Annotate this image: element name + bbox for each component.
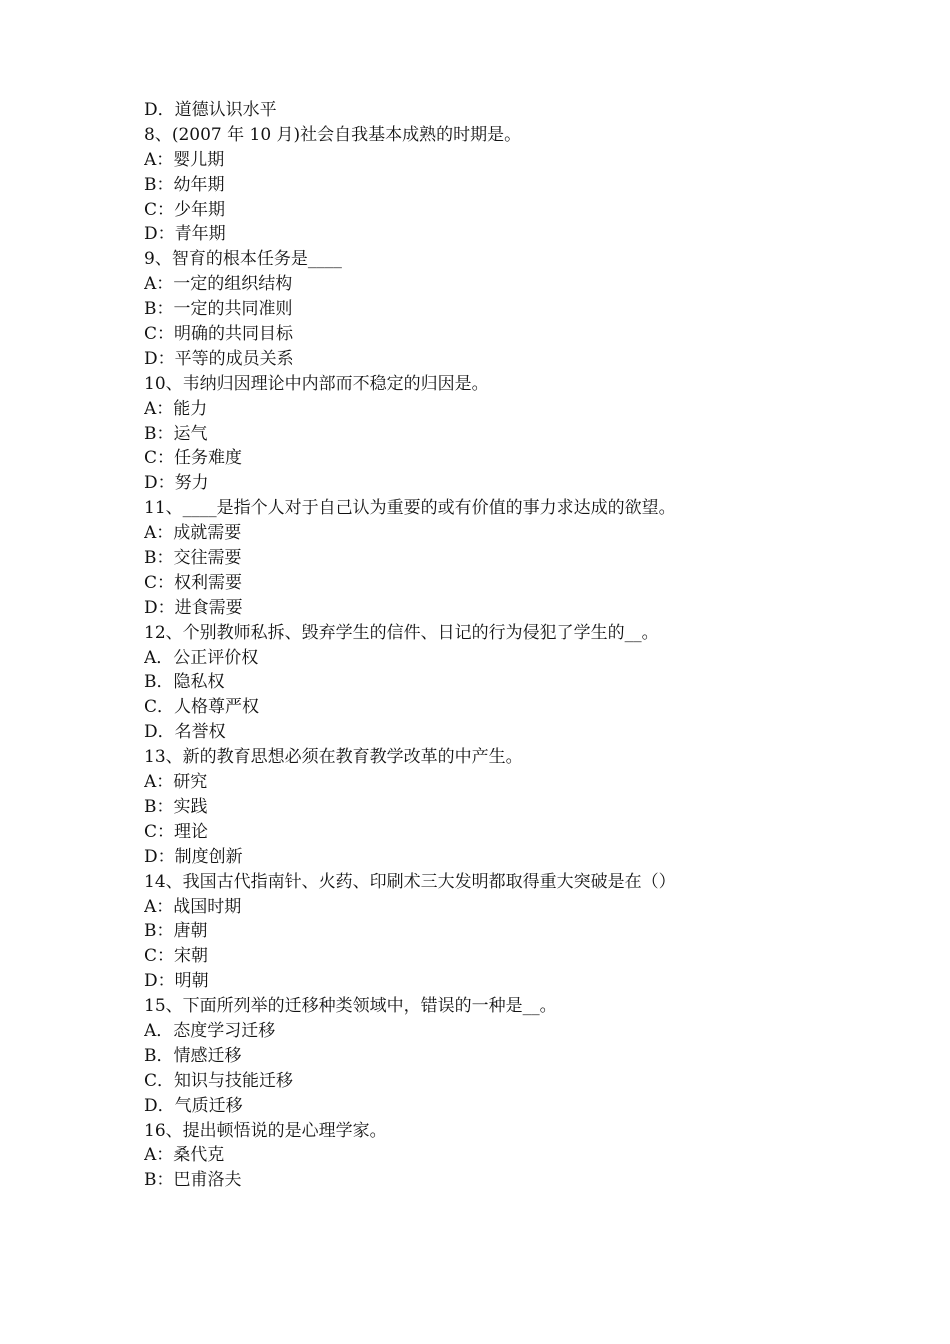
- option-line: D：制度创新: [144, 846, 243, 867]
- option-line: B：幼年期: [144, 174, 225, 195]
- question-line: 14、我国古代指南针、火药、印刷术三大发明都取得重大突破是在（）: [144, 871, 676, 892]
- option-line: C：宋朝: [144, 946, 209, 967]
- option-line: A．态度学习迁移: [144, 1020, 276, 1041]
- question-text-block: [144, 98, 844, 1193]
- question-line: 13、新的教育思想必须在教育教学改革的中产生。: [144, 747, 523, 768]
- option-line: B：实践: [144, 796, 208, 817]
- option-line: A：成就需要: [144, 523, 242, 544]
- option-line: B：交往需要: [144, 548, 242, 569]
- option-line: C．人格尊严权: [144, 697, 260, 718]
- text-line: D．道德认识水平: [144, 100, 277, 120]
- option-line: A：战国时期: [144, 896, 242, 917]
- option-line: B：一定的共同准则: [144, 299, 293, 320]
- question-line: 9、智育的根本任务是____: [144, 249, 342, 270]
- option-line: D：努力: [144, 473, 209, 494]
- option-line: B．情感迁移: [144, 1045, 242, 1066]
- option-line: A．公正评价权: [144, 647, 259, 668]
- option-line: C：理论: [144, 821, 209, 842]
- option-line: B：唐朝: [144, 921, 208, 942]
- option-line: D：平等的成员关系: [144, 348, 294, 369]
- question-line: 15、下面所列举的迁移种类领域中，错误的一种是__。: [144, 996, 557, 1017]
- option-line: C．知识与技能迁移: [144, 1070, 294, 1091]
- option-line: D：青年期: [144, 224, 226, 245]
- option-line: C：权利需要: [144, 572, 243, 593]
- question-line: 11、____是指个人对于自己认为重要的或有价值的事力求达成的欲望。: [144, 498, 676, 519]
- option-line: D．气质迁移: [144, 1095, 243, 1116]
- option-line: A：一定的组织结构: [144, 274, 293, 295]
- option-line: D．名誉权: [144, 722, 226, 743]
- option-line: A：桑代克: [144, 1145, 225, 1166]
- option-line: A：婴儿期: [144, 149, 225, 170]
- option-line: B：巴甫洛夫: [144, 1170, 242, 1191]
- question-line: 10、韦纳归因理论中内部而不稳定的归因是。: [144, 373, 489, 394]
- option-line: B．隐私权: [144, 672, 225, 693]
- option-line: A：能力: [144, 398, 208, 419]
- option-line: B：运气: [144, 423, 208, 444]
- option-line: C：明确的共同目标: [144, 324, 294, 345]
- option-line: D：进食需要: [144, 597, 243, 618]
- option-line: D：明朝: [144, 971, 209, 992]
- option-line: A：研究: [144, 772, 208, 793]
- question-line: 16、提出顿悟说的是心理学家。: [144, 1120, 387, 1141]
- option-line: C：少年期: [144, 199, 226, 220]
- question-line: 8、(2007 年 10 月)社会自我基本成熟的时期是。: [144, 124, 522, 145]
- question-line: 12、个别教师私拆、毁弃学生的信件、日记的行为侵犯了学生的__。: [144, 622, 659, 643]
- option-line: C：任务难度: [144, 448, 243, 469]
